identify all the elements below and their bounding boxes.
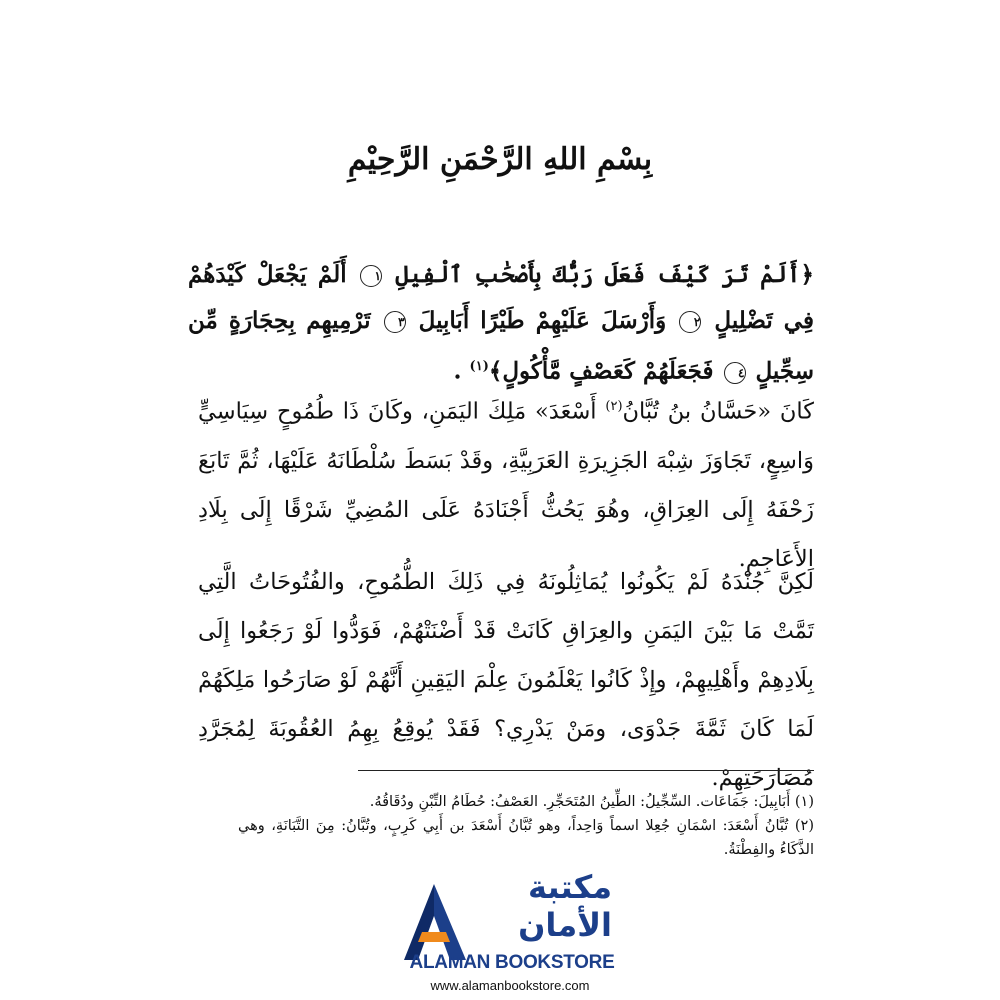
- paragraph-1: [198, 382, 814, 584]
- footnote-ref-1: (١): [469, 359, 489, 374]
- verse-text-2: أَلَمْ يَجْعَلْ كَيْدَهُمْ فِي تَضْلِيلٍ: [188, 261, 814, 334]
- footnote-ref-2: (٢): [605, 399, 623, 414]
- verse-text-3: وَأَرْسَلَ عَلَيْهِمْ طَيْرًا أَبَابِيلَ: [418, 307, 667, 334]
- footnote-1-text: أَبَابِيلَ: جَمَاعَات. السِّجِّيلُ: الطِّينُ المُتَحَجِّرِ. العَصْفُ: حُطَامُ التِّبْنِ ودُقَاقُهُ.: [369, 794, 791, 810]
- logo-arabic-line-1: مكتبة: [528, 868, 612, 906]
- ayah-marker-4: ٤: [724, 362, 746, 384]
- footnote-1-number: (١): [794, 794, 814, 810]
- ayah-marker-3: ٣: [384, 311, 406, 333]
- logo-arabic-line-2: الأمان: [518, 906, 612, 944]
- logo-website: www.alamanbookstore.com: [430, 978, 590, 993]
- logo-english-name: ALAMAN BOOKSTORE: [409, 952, 615, 973]
- quran-open-bracket: ﴿: [800, 261, 814, 288]
- footnote-2: [238, 814, 814, 862]
- paragraph-1-start: كَانَ «حَسَّانُ بنُ تُبَّانُ: [622, 398, 814, 425]
- quran-verses: [188, 252, 814, 395]
- ayah-marker-2: ٢: [679, 311, 701, 333]
- basmala-heading: بِسْمِ اللهِ الرَّحْمَنِ الرَّحِيْمِ: [347, 142, 653, 177]
- footnote-divider: [358, 770, 814, 771]
- footnotes: [238, 790, 814, 862]
- verse-end-dot: .: [453, 357, 470, 385]
- paragraph-2: لَكِنَّ جُنْدَهُ لَمْ يَكُونُوا يُمَاثِلُونَهُ فِي ذَلِكَ الطُّمُوحِ، والفُتُوحَاتُ الَّتِي تَمَّتْ مَا بَيْنَ اليَمَنِ والعِرَاقِ كَانَتْ قَدْ أَضْنَتْهُمْ، فَوَدُّوا لَوْ رَجَعُوا إِلَى بِلَادِهِمْ وأَهْلِيهِمْ، وإِذْ كَانُوا يَعْلَمُونَ عِلْمَ اليَقِينِ أَنَّهُمْ لَوْ صَارَحُوا مَلِكَهُمْ لَمَا كَانَ ثَمَّةَ جَدْوَى، ومَنْ يَدْرِي؟ فَقَدْ يُوقِعُ بِهِمُ العُقُوبَةَ لِمُجَرَّدِ مُصَارَحَتِهِمْ.: [198, 569, 815, 791]
- footnote-1: [238, 790, 814, 814]
- ayah-marker-1: ١: [360, 265, 382, 287]
- verse-text-1: أَلَمْ تَرَ كَيْفَ فَعَلَ رَبُّكَ بِأَصْحَٰبِ ٱلْفِيلِ: [395, 261, 801, 288]
- alaman-bookstore-logo: [400, 868, 620, 998]
- quran-close-bracket: ﴾: [488, 357, 503, 385]
- footnote-2-text: تُبَّانُ أَسْعَدَ: اسْمَانِ جُعِلا اسماً وَاحِداً، وهو تُبَّانُ أَسْعَدَ بن أَبِي كَرِبٍ، وتُبَّانُ: مِنَ التَّبَانَةِ، وهي الذَّكَاءُ والفِطْنَةُ.: [238, 818, 814, 858]
- alaman-a-logo-icon: [400, 882, 470, 962]
- verse-text-4: تَرْمِيهِم بِحِجَارَةٍ مِّن سِجِّيلٍ: [188, 307, 814, 385]
- paragraph-1-rest: أَسْعَدَ» مَلِكَ اليَمَنِ، وكَانَ ذَا طُمُوحٍ سِيَاسِيٍّ وَاسِعٍ، تَجَاوَزَ شِبْهَ الجَزِيرَةِ العَرَبِيَّةِ، وقَدْ بَسَطَ سُلْطَانَهُ عَلَيْهَا، ثُمَّ تَابَعَ زَحْفَهُ إِلَى العِرَاقِ، وهُوَ يَحُثُّ أَجْنَادَهُ عَلَى المُضِيِّ شَرْقًا إِلَى بِلَادِ الأَعَاجِمِ.: [198, 398, 814, 572]
- footnote-2-number: (٢): [794, 818, 815, 834]
- verse-text-5: فَجَعَلَهُمْ كَعَصْفٍ مَّأْكُولٍ: [502, 357, 714, 385]
